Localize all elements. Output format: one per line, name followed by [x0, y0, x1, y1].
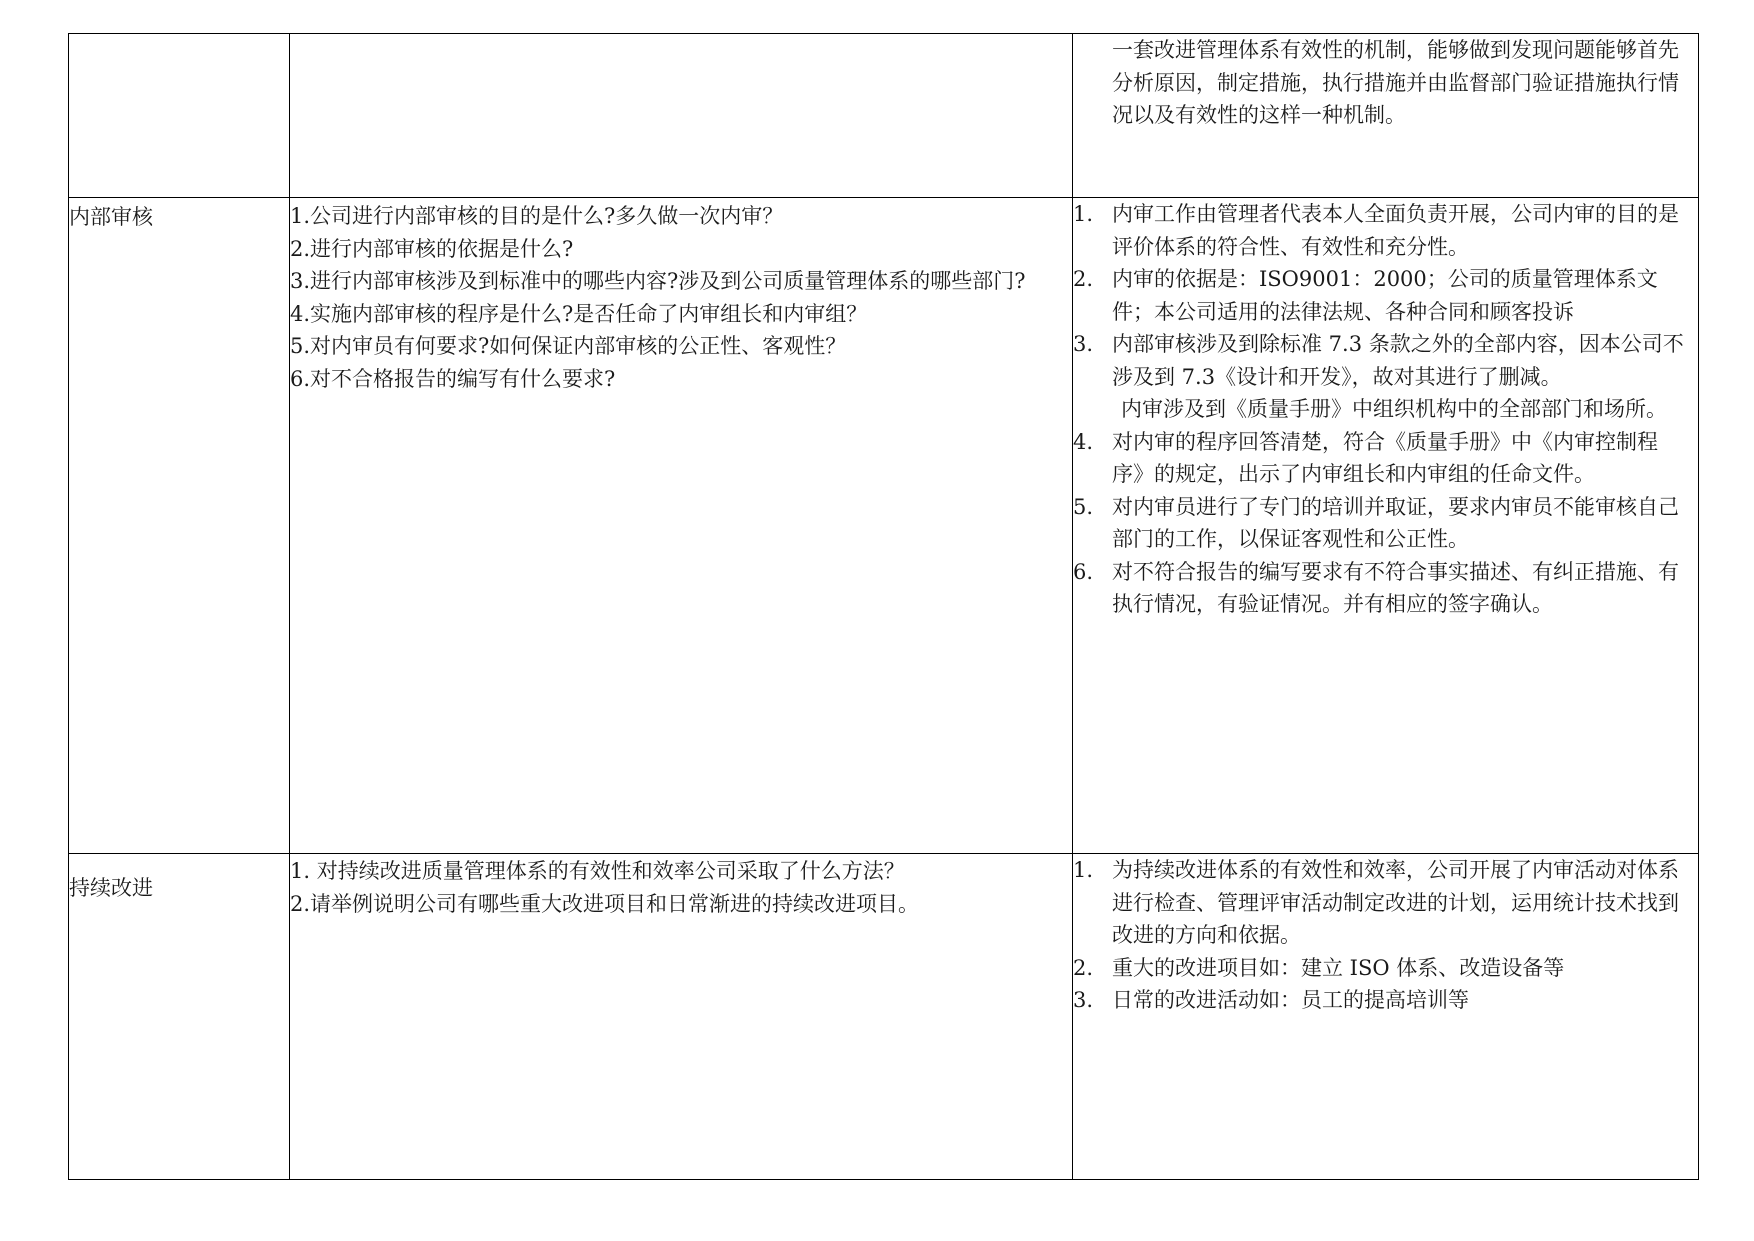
- answer-text: 重大的改进项目如：建立 ISO 体系、改造设备等: [1112, 955, 1565, 980]
- question-item: 1. 对持续改进质量管理体系的有效性和效率公司采取了什么方法？: [290, 859, 905, 883]
- answer-text: 为持续改进体系的有效性和效率，公司开展了内审活动对体系进行检查、管理评审活动制定改进的计划，运用统计技术找到改进的方向和依据。: [1112, 858, 1679, 947]
- answer-number: 5.: [1073, 494, 1094, 519]
- row-label: 持续改进: [69, 876, 153, 900]
- answer-item: [1073, 426, 1698, 491]
- question-item: 2.进行内部审核的依据是什么?: [290, 236, 574, 261]
- row-label-cell: [69, 198, 290, 854]
- question-item: 5.对内审员有何要求?如何保证内部审核的公正性、客观性？: [290, 334, 847, 358]
- answer-text: 对不符合报告的编写要求有不符合事实描述、有纠正措施、有执行情况，有验证情况。并有相应的签字确认。: [1112, 559, 1679, 616]
- answer-number: 1.: [1073, 858, 1094, 882]
- table-row: [69, 198, 1699, 854]
- questions-cell: [290, 34, 1073, 198]
- question-item: 4.实施内部审核的程序是什么?是否任命了内审组长和内审组？: [290, 301, 868, 326]
- answer-text: 日常的改进活动如：员工的提高培训等: [1112, 988, 1469, 1012]
- question-item: 6.对不合格报告的编写有什么要求?: [290, 366, 616, 391]
- answer-text: 内部审核涉及到除标准 7.3 条款之外的全部内容，因本公司不涉及到 7.3《设计和开发》，故对其进行了删减。: [1112, 332, 1684, 389]
- answer-number: 2.: [1073, 267, 1094, 291]
- table-row: [69, 34, 1699, 198]
- answer-number: 4.: [1073, 429, 1094, 454]
- answer-text: 对内审员进行了专门的培训并取证，要求内审员不能审核自己部门的工作，以保证客观性和公正性。: [1112, 494, 1679, 551]
- answer-number: 3.: [1073, 332, 1094, 356]
- answers-cell: [1073, 854, 1699, 1180]
- answer-item: [1073, 854, 1698, 952]
- answer-item: [1073, 984, 1698, 1017]
- answer-item: [1073, 556, 1698, 621]
- answer-text: 一套改进管理体系有效性的机制，能够做到发现问题能够首先分析原因，制定措施，执行措施并由监督部门验证措施执行情况以及有效性的这样一种机制。: [1112, 38, 1679, 127]
- answer-item: [1073, 952, 1698, 985]
- questions-cell: [290, 854, 1073, 1180]
- answer-list: [1073, 426, 1698, 621]
- answer-item: [1073, 263, 1698, 328]
- answer-list: [1073, 854, 1698, 1017]
- questions-cell: [290, 198, 1073, 854]
- answer-item: [1073, 198, 1698, 263]
- question-item: 3.进行内部审核涉及到标准中的哪些内容?涉及到公司质量管理体系的哪些部门?: [290, 269, 1026, 293]
- answer-text: 内审的依据是：ISO9001：2000；公司的质量管理体系文件；本公司适用的法律法规、各种合同和顾客投诉: [1112, 267, 1658, 324]
- answer-number: 3.: [1073, 988, 1094, 1012]
- question-item: 2.请举例说明公司有哪些重大改进项目和日常渐进的持续改进项目。: [290, 891, 920, 916]
- answer-text: 对内审的程序回答清楚，符合《质量手册》中《内审控制程序》的规定，出示了内审组长和内审组的任命文件。: [1112, 429, 1658, 486]
- row-label: 内部审核: [69, 205, 153, 229]
- answer-number: 1.: [1073, 202, 1094, 226]
- answer-note: 内审涉及到《质量手册》中组织机构中的全部部门和场所。: [1121, 397, 1667, 421]
- row-label-cell: [69, 34, 290, 198]
- row-label-cell: [69, 854, 290, 1180]
- answer-number: 6.: [1073, 559, 1094, 584]
- answer-item: [1073, 491, 1698, 556]
- question-item: 1.公司进行内部审核的目的是什么?多久做一次内审？: [290, 204, 784, 228]
- audit-checklist-table: [68, 33, 1699, 1180]
- answers-cell: [1073, 34, 1699, 198]
- answer-item: [1073, 328, 1698, 393]
- answer-list: [1073, 198, 1698, 393]
- answer-text: 内审工作由管理者代表本人全面负责开展，公司内审的目的是评价体系的符合性、有效性和充分性。: [1112, 202, 1679, 259]
- answer-number: 2.: [1073, 955, 1094, 980]
- table-row: [69, 854, 1699, 1180]
- answers-cell: [1073, 198, 1699, 854]
